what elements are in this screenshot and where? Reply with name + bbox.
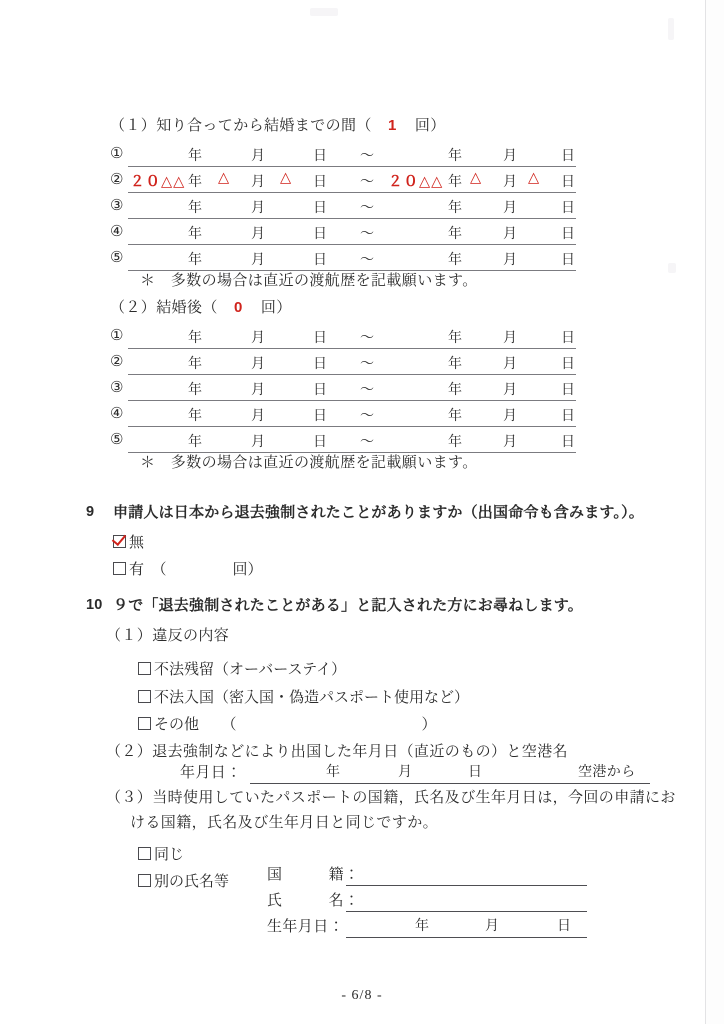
range-tilde: ～ <box>360 409 374 424</box>
unit-month-end: 月 <box>503 253 517 268</box>
unit-day-start: 日 <box>313 435 327 450</box>
passport-name-label: 氏 名： <box>267 893 360 909</box>
unit-year-end: 年 <box>448 383 462 398</box>
unit-month-start: 月 <box>251 435 265 450</box>
unit-year-start: 年 <box>188 149 202 164</box>
passport-birthdate-underline <box>346 937 587 938</box>
unit-month-start: 月 <box>251 175 265 190</box>
question9-number: 9 <box>86 504 95 520</box>
table-row[interactable] <box>110 167 576 193</box>
range-tilde: ～ <box>360 383 374 398</box>
unit-month-end: 月 <box>503 227 517 242</box>
question10-part3-label-line1: （３）当時使用していたパスポートの国籍，氏名及び生年月日は，今回の申請にお <box>106 790 676 806</box>
deportation-unit-year: 年 <box>326 765 341 780</box>
row-number: ① <box>110 146 124 162</box>
value-day-start: △ <box>280 170 293 186</box>
unit-month-start: 月 <box>251 149 265 164</box>
travel-part2-heading <box>110 300 292 316</box>
passport-birthdate-label: 生年月日： <box>267 919 345 935</box>
checkbox-icon[interactable] <box>138 874 151 887</box>
unit-year-start: 年 <box>188 175 202 190</box>
unit-month-end: 月 <box>503 357 517 372</box>
unit-year-end: 年 <box>448 175 462 190</box>
row-number: ③ <box>110 380 124 396</box>
unit-month-end: 月 <box>503 175 517 190</box>
question9-option-yes-label: 有 （ <box>129 562 167 578</box>
unit-day-end: 日 <box>561 227 575 242</box>
unit-day-start: 日 <box>313 175 327 190</box>
unit-month-start: 月 <box>251 383 265 398</box>
unit-month-start: 月 <box>251 357 265 372</box>
unit-year-start: 年 <box>188 409 202 424</box>
question10-part1-label: （１）違反の内容 <box>106 628 230 644</box>
passport-option-same[interactable] <box>138 843 184 864</box>
question9-option-no[interactable] <box>113 531 144 552</box>
table-row[interactable] <box>110 375 576 401</box>
unit-month-end: 月 <box>503 331 517 346</box>
question9-text: 申請人は日本から退去強制されたことがありますか（出国命令も含みます。）。 <box>113 504 645 521</box>
unit-year-end: 年 <box>448 357 462 372</box>
passport-nationality-label: 国 籍： <box>267 867 360 883</box>
violation-option-other-tail: ） <box>421 717 437 733</box>
unit-day-end: 日 <box>561 253 575 268</box>
unit-year-end: 年 <box>448 331 462 346</box>
scan-artifact <box>668 18 674 40</box>
table-row[interactable] <box>110 323 576 349</box>
unit-year-start: 年 <box>188 331 202 346</box>
unit-day-end: 日 <box>561 383 575 398</box>
passport-birthdate-field[interactable] <box>267 918 587 940</box>
unit-day-start: 日 <box>313 409 327 424</box>
scan-artifact <box>668 263 676 273</box>
unit-year-start: 年 <box>188 383 202 398</box>
unit-month-end: 月 <box>503 409 517 424</box>
checkbox-icon[interactable] <box>138 717 151 730</box>
unit-month-end: 月 <box>503 435 517 450</box>
row-underline <box>128 452 576 453</box>
value-month-end: △ <box>470 170 483 186</box>
unit-day-start: 日 <box>313 253 327 268</box>
unit-day-start: 日 <box>313 383 327 398</box>
unit-month-end: 月 <box>503 149 517 164</box>
row-number: ② <box>110 354 124 370</box>
row-number: ④ <box>110 406 124 422</box>
deportation-date-underline <box>250 783 650 784</box>
unit-month-start: 月 <box>251 409 265 424</box>
scan-page-edge-outer <box>706 0 724 1024</box>
unit-day-end: 日 <box>561 331 575 346</box>
travel-part2-count: 0 <box>233 299 243 316</box>
deportation-date-field[interactable] <box>180 762 650 786</box>
value-year-start: ２０△△ <box>130 174 186 190</box>
range-tilde: ～ <box>360 435 374 450</box>
violation-option-overstay-label: 不法残留（オーバーステイ） <box>154 662 347 678</box>
unit-day-start: 日 <box>313 149 327 164</box>
violation-option-other[interactable] <box>138 713 437 734</box>
question10-part3-label-line2: ける国籍，氏名及び生年月日と同じですか。 <box>130 815 439 831</box>
unit-month-start: 月 <box>251 201 265 216</box>
range-tilde: ～ <box>360 175 374 190</box>
range-tilde: ～ <box>360 331 374 346</box>
unit-year-start: 年 <box>188 201 202 216</box>
table-row[interactable] <box>110 193 576 219</box>
travel-part2-note: ＊ 多数の場合は直近の渡航歴を記載願います。 <box>140 455 478 471</box>
question10-text: ９で「退去強制されたことがある」と記入された方にお尋ねします。 <box>113 597 584 614</box>
question10-part2-label: （２）退去強制などにより出国した年月日（直近のもの）と空港名 <box>106 744 569 760</box>
deportation-unit-day: 日 <box>468 765 483 780</box>
scan-artifact <box>310 8 338 16</box>
value-year-end: ２０△△ <box>388 174 444 190</box>
travel-part1-label: （１）知り合ってから結婚までの間（ <box>110 118 372 134</box>
unit-month-end: 月 <box>503 201 517 216</box>
violation-option-illegal-entry[interactable] <box>138 686 469 707</box>
question10-number: 10 <box>86 597 103 613</box>
passport-name-underline <box>346 911 587 912</box>
checkbox-icon[interactable] <box>113 562 126 575</box>
travel-part1-heading <box>110 118 446 134</box>
passport-option-other-label: 別の氏名等 <box>154 874 230 890</box>
deportation-date-label: 年月日： <box>180 765 242 781</box>
row-number: ⑤ <box>110 432 124 448</box>
range-tilde: ～ <box>360 201 374 216</box>
unit-year-end: 年 <box>448 253 462 268</box>
deportation-airport-tail: 空港から <box>578 765 636 780</box>
range-tilde: ～ <box>360 253 374 268</box>
page-footer: - 6/8 - <box>341 988 383 1003</box>
unit-year-end: 年 <box>448 201 462 216</box>
range-tilde: ～ <box>360 357 374 372</box>
travel-part1-count: 1 <box>387 117 397 134</box>
table-row[interactable] <box>110 245 576 271</box>
checkbox-checked-icon[interactable] <box>113 535 126 548</box>
travel-part1-note: ＊ 多数の場合は直近の渡航歴を記載願います。 <box>140 273 478 289</box>
row-underline <box>128 270 576 271</box>
table-row[interactable] <box>110 427 576 453</box>
unit-day-start: 日 <box>313 201 327 216</box>
table-row[interactable] <box>110 349 576 375</box>
unit-year-end: 年 <box>448 149 462 164</box>
table-row[interactable] <box>110 141 576 167</box>
question9-option-yes-unit: 回） <box>232 562 263 578</box>
unit-day-end: 日 <box>561 409 575 424</box>
row-number: ① <box>110 328 124 344</box>
travel-part1-label-tail: 回） <box>414 118 446 134</box>
passport-nationality-underline <box>346 885 587 886</box>
unit-year-end: 年 <box>448 435 462 450</box>
value-month-start: △ <box>218 170 231 186</box>
unit-day-end: 日 <box>561 149 575 164</box>
range-tilde: ～ <box>360 227 374 242</box>
checkbox-icon[interactable] <box>138 847 151 860</box>
unit-day-start: 日 <box>313 227 327 242</box>
row-number: ② <box>110 172 124 188</box>
passport-nationality-field[interactable] <box>267 866 587 888</box>
table-row[interactable] <box>110 401 576 427</box>
unit-month-start: 月 <box>251 253 265 268</box>
passport-option-other[interactable] <box>138 870 229 891</box>
passport-birth-unit-year: 年 <box>415 919 430 934</box>
travel-part2-label: （２）結婚後（ <box>110 300 218 316</box>
unit-month-start: 月 <box>251 331 265 346</box>
table-row[interactable] <box>110 219 576 245</box>
range-tilde: ～ <box>360 149 374 164</box>
unit-year-start: 年 <box>188 227 202 242</box>
question9-option-no-label: 無 <box>129 535 145 551</box>
unit-year-start: 年 <box>188 357 202 372</box>
violation-option-overstay[interactable] <box>138 658 346 679</box>
unit-day-start: 日 <box>313 357 327 372</box>
travel-part2-label-tail: 回） <box>260 300 292 316</box>
passport-name-field[interactable] <box>267 892 587 914</box>
checkbox-icon[interactable] <box>138 662 151 675</box>
scan-page-edge <box>705 0 706 1024</box>
unit-day-end: 日 <box>561 435 575 450</box>
unit-month-end: 月 <box>503 383 517 398</box>
unit-day-start: 日 <box>313 331 327 346</box>
violation-option-other-label: その他 （ <box>154 717 237 733</box>
passport-birth-unit-month: 月 <box>485 919 500 934</box>
passport-birth-unit-day: 日 <box>557 919 572 934</box>
passport-option-same-label: 同じ <box>154 847 185 863</box>
violation-option-illegal-entry-label: 不法入国（密入国・偽造パスポート使用など） <box>154 690 470 706</box>
unit-year-start: 年 <box>188 253 202 268</box>
row-number: ③ <box>110 198 124 214</box>
checkbox-icon[interactable] <box>138 690 151 703</box>
unit-year-start: 年 <box>188 435 202 450</box>
question9-option-yes[interactable] <box>113 558 263 579</box>
unit-year-end: 年 <box>448 409 462 424</box>
unit-month-start: 月 <box>251 227 265 242</box>
unit-day-end: 日 <box>561 175 575 190</box>
row-number: ④ <box>110 224 124 240</box>
row-number: ⑤ <box>110 250 124 266</box>
unit-year-end: 年 <box>448 227 462 242</box>
value-day-end: △ <box>528 170 541 186</box>
unit-day-end: 日 <box>561 357 575 372</box>
deportation-unit-month: 月 <box>398 765 413 780</box>
unit-day-end: 日 <box>561 201 575 216</box>
